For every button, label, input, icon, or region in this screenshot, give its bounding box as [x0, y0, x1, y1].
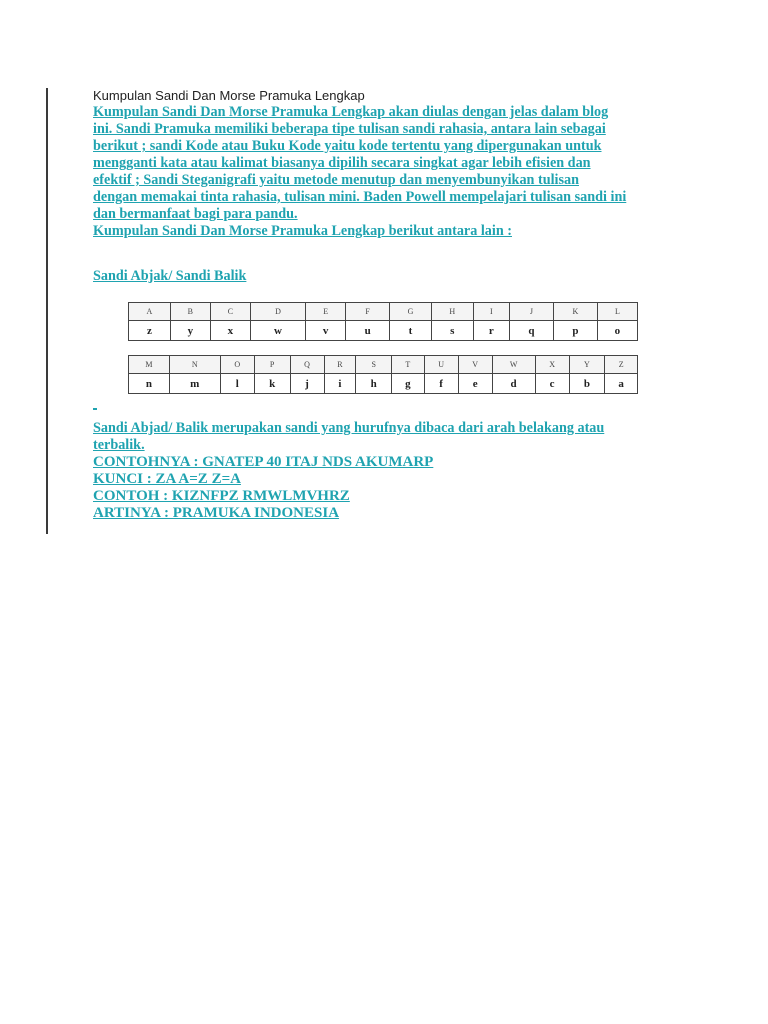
cipher-cell: I [473, 303, 509, 321]
cipher-cell: f [424, 374, 458, 394]
cipher-cell: c [535, 374, 569, 394]
example-line[interactable]: ARTINYA : PRAMUKA INDONESIA [93, 505, 340, 521]
cipher-cell: g [392, 374, 425, 394]
cipher-cell: t [390, 321, 432, 341]
cipher-cell: D [250, 303, 305, 321]
cipher-cell: J [510, 303, 554, 321]
cipher-cell: v [306, 321, 346, 341]
section-heading-link[interactable]: Sandi Abjak/ Sandi Balik [93, 268, 247, 284]
cipher-cell: N [169, 356, 220, 374]
cipher-cell: O [220, 356, 254, 374]
cipher-cell: s [431, 321, 473, 341]
cipher-cell: m [169, 374, 220, 394]
cipher-cell: K [553, 303, 597, 321]
cipher-cell: h [356, 374, 392, 394]
intro-line[interactable]: berikut ; sandi Kode atau Buku Kode yaitu kode tertentu yang dipergunakan untuk [93, 138, 602, 154]
cipher-cell: a [605, 374, 638, 394]
intro-line[interactable]: Kumpulan Sandi Dan Morse Pramuka Lengkap akan diulas dengan jelas dalam blog [93, 104, 609, 120]
example-line[interactable]: KUNCI : ZA A=Z Z=A [93, 471, 241, 487]
cipher-cell: x [210, 321, 250, 341]
cipher-cell: r [473, 321, 509, 341]
cipher-cell: Z [605, 356, 638, 374]
intro-paragraph[interactable] [93, 104, 693, 240]
cipher-cell: u [346, 321, 390, 341]
cipher-cell: j [290, 374, 324, 394]
cipher-table-m-z [128, 355, 638, 394]
cipher-cell: y [170, 321, 210, 341]
cipher-cell: n [129, 374, 170, 394]
cipher-cell: e [458, 374, 492, 394]
cipher-cell: X [535, 356, 569, 374]
cipher-cell: Y [569, 356, 605, 374]
cipher-cell: k [254, 374, 290, 394]
cipher-cell: F [346, 303, 390, 321]
cipher-cell: V [458, 356, 492, 374]
cipher-cell: P [254, 356, 290, 374]
intro-line[interactable]: dan bermanfaat bagi para pandu. [93, 206, 298, 222]
cipher-cell: l [220, 374, 254, 394]
cipher-cell: L [597, 303, 637, 321]
description-line[interactable]: Sandi Abjad/ Balik merupakan sandi yang hurufnya dibaca dari arah belakang atau [93, 420, 605, 436]
cipher-cell: T [392, 356, 425, 374]
cipher-cell: o [597, 321, 637, 341]
cipher-cell: Q [290, 356, 324, 374]
cipher-cell: b [569, 374, 605, 394]
intro-line[interactable]: ini. Sandi Pramuka memiliki beberapa tipe tulisan sandi rahasia, antara lain sebagai [93, 121, 606, 137]
description-block[interactable] [93, 420, 693, 522]
cipher-cell: W [492, 356, 535, 374]
cipher-cell: B [170, 303, 210, 321]
cipher-cell: U [424, 356, 458, 374]
intro-line[interactable]: Kumpulan Sandi Dan Morse Pramuka Lengkap berikut antara lain : [93, 223, 512, 239]
cipher-cell: H [431, 303, 473, 321]
cipher-cell: i [324, 374, 356, 394]
cipher-cell: G [390, 303, 432, 321]
example-line[interactable]: CONTOHNYA : GNATEP 40 ITAJ NDS AKUMARP [93, 454, 434, 470]
cipher-cell: R [324, 356, 356, 374]
intro-line[interactable]: dengan memakai tinta rahasia, tulisan mini. Baden Powell mempelajari tulisan sandi ini [93, 189, 627, 205]
cipher-cell: M [129, 356, 170, 374]
cipher-cell: C [210, 303, 250, 321]
intro-line[interactable]: mengganti kata atau kalimat biasanya dipilih secara singkat agar lebih efisien dan [93, 155, 591, 171]
example-line[interactable]: CONTOH : KIZNFPZ RMWLMVHRZ [93, 488, 350, 504]
cipher-cell: w [250, 321, 305, 341]
cipher-cell: p [553, 321, 597, 341]
cipher-cell: A [129, 303, 171, 321]
cipher-cell: d [492, 374, 535, 394]
cipher-table-a-l [128, 302, 638, 341]
intro-line[interactable]: efektif ; Sandi Steganigrafi yaitu metode menutup dan menyembunyikan tulisan [93, 172, 579, 188]
small-link-mark[interactable] [93, 408, 97, 410]
description-line[interactable]: terbalik. [93, 437, 145, 453]
document-title: Kumpulan Sandi Dan Morse Pramuka Lengkap [93, 88, 365, 103]
cipher-cell: z [129, 321, 171, 341]
cipher-cell: E [306, 303, 346, 321]
margin-bar [46, 88, 48, 534]
cipher-cell: q [510, 321, 554, 341]
cipher-cell: S [356, 356, 392, 374]
